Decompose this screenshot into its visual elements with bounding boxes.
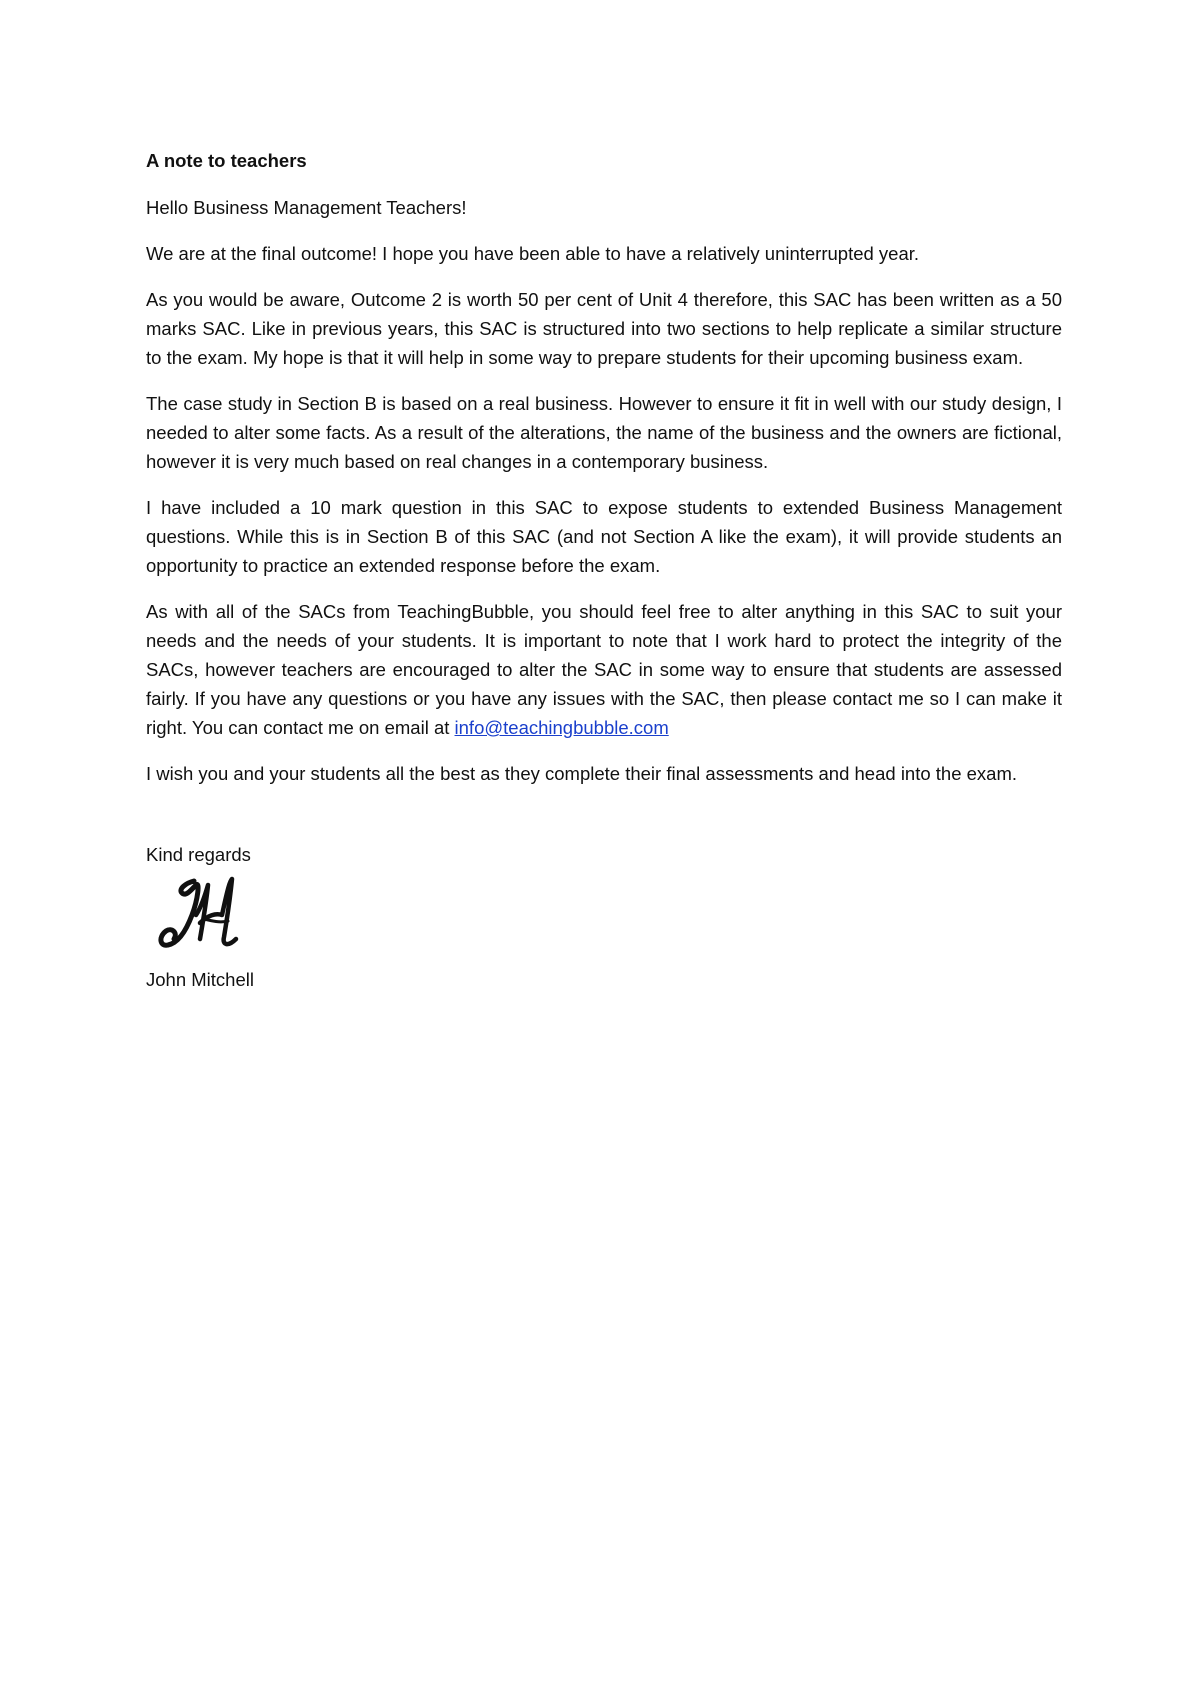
handwritten-signature: [156, 875, 252, 955]
closing-regards: Kind regards: [146, 844, 251, 865]
email-link[interactable]: info@teachingbubble.com: [454, 717, 669, 738]
paragraph-case-study: The case study in Section B is based on a real business. However to ensure it fit in well with our study design, I needed to alter some facts. As a result of the alterations, the name of the business and the owners are fictional, however it is very much based on real changes in a contemporary business.: [146, 393, 1062, 472]
signer-name: John Mitchell: [146, 969, 254, 990]
paragraph-outcome-weighting: As you would be aware, Outcome 2 is worth 50 per cent of Unit 4 therefore, this SAC has been written as a 50 marks SAC. Like in previous years, this SAC is structured into two sections to help replicate a similar structure to the exam. My hope is that it will help in some way to prepare students for their upcoming business exam.: [146, 289, 1062, 368]
paragraph-alter-sac-text: As with all of the SACs from TeachingBubble, you should feel free to alter anything in this SAC to suit your needs and the needs of your students. It is important to note that I work hard to protect the integrity of the SACs, however teachers are encouraged to alter the SAC in some way to ensure that students are assessed fairly. If you have any questions or you have any issues with the SAC, then please contact me so I can make it right. You can contact me on email at: [146, 601, 1062, 738]
letter-greeting: Hello Business Management Teachers!: [146, 197, 467, 218]
letter-body: [146, 146, 1062, 994]
paragraph-best-wishes: I wish you and your students all the best as they complete their final assessments and head into the exam.: [146, 763, 1018, 784]
paragraph-extended-question: I have included a 10 mark question in this SAC to expose students to extended Business Management questions. While this is in Section B of this SAC (and not Section A like the exam), it will provide students an opportunity to practice an extended response before the exam.: [146, 497, 1062, 576]
paragraph-alter-sac: [146, 597, 1062, 742]
paragraph-final-outcome: We are at the final outcome! I hope you have been able to have a relatively uninterrupted year.: [146, 243, 920, 264]
letter-heading: A note to teachers: [146, 150, 307, 171]
